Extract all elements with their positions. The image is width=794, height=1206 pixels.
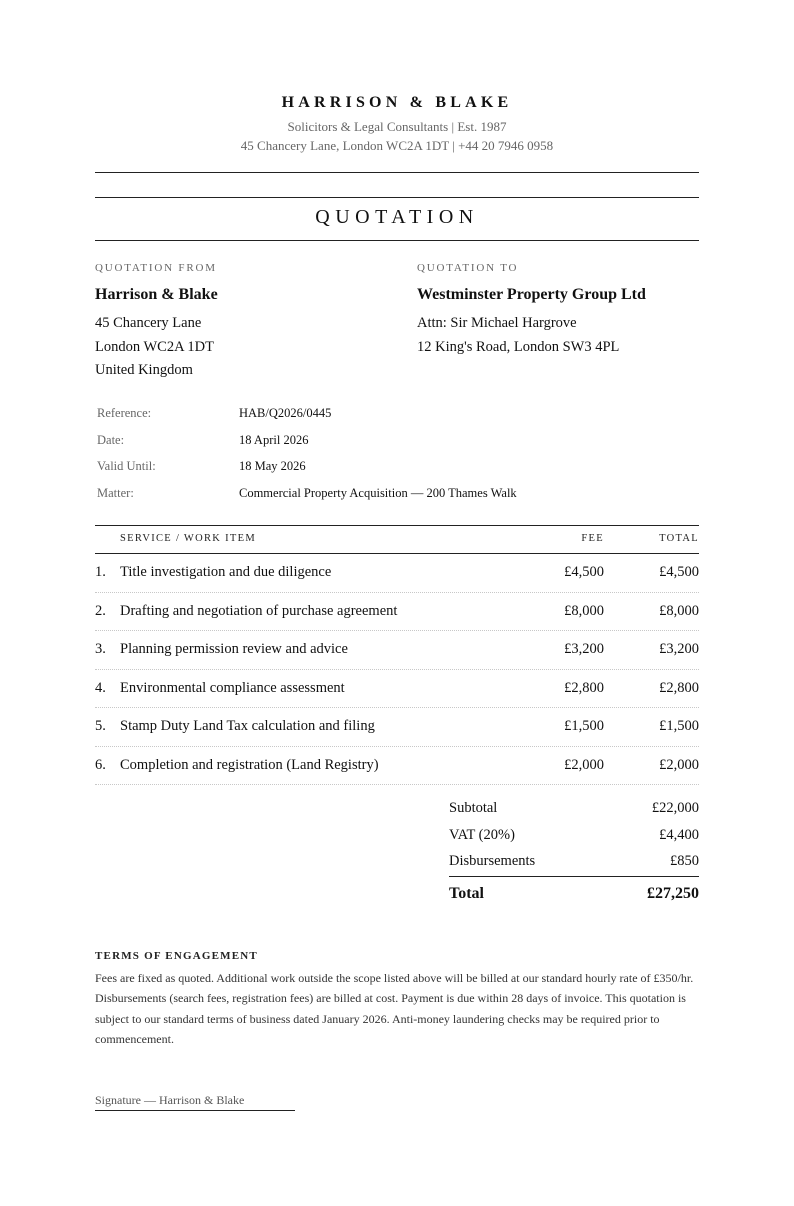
services-table bbox=[95, 525, 699, 785]
firm-tagline: Solicitors & Legal Consultants | Est. 1987 bbox=[287, 119, 507, 134]
meta-key: Reference: bbox=[97, 406, 152, 420]
vat-label: VAT (20%) bbox=[449, 826, 515, 843]
document-title: QUOTATION bbox=[315, 206, 479, 228]
item-fee: £8,000 bbox=[564, 602, 604, 619]
total-label: Total bbox=[449, 884, 484, 902]
table-row bbox=[95, 593, 699, 632]
title-bottom-rule bbox=[95, 240, 699, 241]
signature-line: Signature — Harrison & Blake bbox=[95, 1093, 295, 1111]
subtotal-row bbox=[449, 796, 699, 823]
from-address-line: 45 Chancery Lane bbox=[95, 315, 202, 331]
item-fee: £2,800 bbox=[564, 679, 604, 696]
item-number: 3. bbox=[95, 641, 106, 657]
item-description: Title investigation and due diligence bbox=[120, 564, 332, 580]
item-total: £2,800 bbox=[659, 679, 699, 696]
item-total: £2,000 bbox=[659, 756, 699, 773]
item-total: £8,000 bbox=[659, 602, 699, 619]
item-fee: £1,500 bbox=[564, 718, 604, 734]
item-number: 2. bbox=[95, 602, 106, 619]
meta-row-reference bbox=[97, 400, 697, 427]
table-row bbox=[95, 670, 699, 709]
item-number: 5. bbox=[95, 718, 106, 734]
meta-value: 18 April 2026 bbox=[239, 432, 309, 447]
meta-row-valid-until bbox=[97, 453, 697, 480]
title-top-rule bbox=[95, 197, 699, 198]
header-item: SERVICE / WORK ITEM bbox=[120, 533, 256, 544]
meta-key: Valid Until: bbox=[97, 459, 156, 474]
to-name: Westminster Property Group Ltd bbox=[417, 286, 646, 303]
table-row bbox=[95, 631, 699, 670]
item-description: Environmental compliance assessment bbox=[120, 679, 345, 696]
from-label: QUOTATION FROM bbox=[95, 262, 217, 274]
meta-value: HAB/Q2026/0445 bbox=[239, 406, 332, 420]
table-row bbox=[95, 747, 699, 786]
grand-total-row bbox=[449, 876, 699, 909]
meta-value: 18 May 2026 bbox=[239, 459, 306, 474]
item-description: Completion and registration (Land Registry) bbox=[120, 756, 379, 773]
subtotal-label: Subtotal bbox=[449, 800, 498, 816]
vat-value: £4,400 bbox=[659, 826, 699, 843]
item-number: 1. bbox=[95, 564, 106, 580]
meta-key: Date: bbox=[97, 432, 125, 447]
from-name: Harrison & Blake bbox=[95, 286, 218, 303]
meta-key: Matter: bbox=[97, 486, 134, 501]
disbursements-label: Disbursements bbox=[449, 853, 536, 869]
subtotal-value: £22,000 bbox=[651, 800, 699, 816]
from-address-line: London WC2A 1DT bbox=[95, 338, 214, 355]
item-fee: £2,000 bbox=[564, 756, 604, 773]
header-total: TOTAL bbox=[659, 533, 699, 544]
item-description: Planning permission review and advice bbox=[120, 641, 348, 657]
to-address-line: Attn: Sir Michael Hargrove bbox=[417, 315, 577, 331]
table-header bbox=[95, 525, 699, 554]
to-address-line: 12 King's Road, London SW3 4PL bbox=[417, 338, 620, 355]
meta-value: Commercial Property Acquisition — 200 Thames Walk bbox=[239, 486, 517, 501]
to-label: QUOTATION TO bbox=[417, 262, 519, 274]
item-description: Drafting and negotiation of purchase agreement bbox=[120, 602, 398, 619]
item-total: £3,200 bbox=[659, 641, 699, 657]
disbursements-value: £850 bbox=[670, 853, 699, 869]
item-fee: £4,500 bbox=[564, 564, 604, 580]
table-row bbox=[95, 554, 699, 593]
total-value: £27,250 bbox=[647, 884, 699, 902]
terms-heading: TERMS OF ENGAGEMENT bbox=[95, 950, 258, 962]
disbursements-row bbox=[449, 849, 699, 876]
quotation-details bbox=[97, 400, 697, 507]
meta-row-date bbox=[97, 427, 697, 454]
quotation-from-block bbox=[95, 262, 395, 383]
totals-summary bbox=[449, 796, 699, 909]
header-fee: FEE bbox=[581, 533, 604, 544]
item-fee: £3,200 bbox=[564, 641, 604, 657]
item-total: £4,500 bbox=[659, 564, 699, 580]
item-number: 6. bbox=[95, 756, 106, 773]
from-address-line: United Kingdom bbox=[95, 362, 193, 378]
item-number: 4. bbox=[95, 679, 106, 696]
quotation-to-block bbox=[417, 262, 699, 359]
terms-body: Fees are fixed as quoted. Additional work outside the scope listed above will be billed at our standard hourly rate of £350/hr. Disbursements (search fees, registration fees) are billed at cost. Payment is due within 28 days of invoice. This quotation is subject to our standard terms of business dated January 2026. Anti-money laundering checks may be required prior to commencement. bbox=[95, 971, 694, 1046]
firm-name: HARRISON & BLAKE bbox=[281, 94, 513, 111]
item-total: £1,500 bbox=[659, 718, 699, 734]
table-row bbox=[95, 708, 699, 747]
header-divider bbox=[95, 172, 699, 173]
item-description: Stamp Duty Land Tax calculation and filing bbox=[120, 718, 375, 734]
meta-row-matter bbox=[97, 480, 697, 507]
firm-address: 45 Chancery Lane, London WC2A 1DT | +44 20 7946 0958 bbox=[240, 138, 554, 153]
vat-row bbox=[449, 823, 699, 850]
